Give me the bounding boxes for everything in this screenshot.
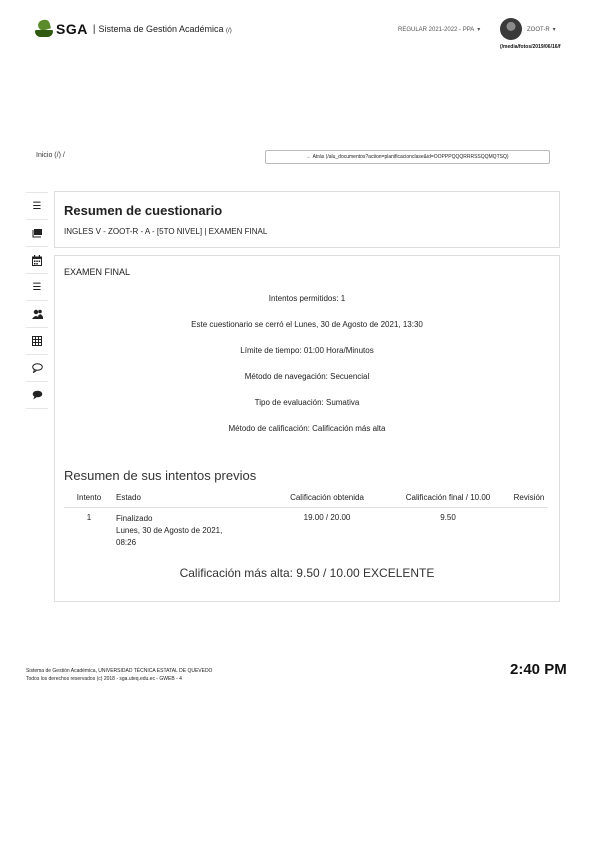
side-rail — [26, 192, 48, 409]
back-button[interactable]: ← Atrás (/alu_documentos?action=planificacionclase&id=OOPPPQQQRRRSSQQMQTSQ) — [265, 150, 550, 164]
list-icon[interactable]: ☰ — [26, 192, 48, 220]
brand-subtitle: Sistema de Gestión Académica (/) — [98, 24, 232, 34]
attempt-score: 19.00 / 20.00 — [303, 513, 351, 522]
attempt-status — [114, 508, 268, 555]
breadcrumb-home-link[interactable]: Inicio — [36, 152, 53, 159]
brand-name: SGA — [56, 21, 88, 37]
brand-separator: | — [92, 23, 96, 35]
breadcrumb — [36, 152, 65, 159]
info-evaluation-type: Tipo de evaluación: Sumativa — [254, 398, 360, 407]
user-menu[interactable] — [527, 26, 556, 33]
period-selector[interactable] — [398, 26, 480, 33]
highest-grade: Calificación más alta: 9.50 / 10.00 EXCELENTE — [179, 566, 435, 580]
attempts-table — [64, 490, 548, 554]
chevron-down-icon: ▾ — [552, 27, 556, 33]
sga-logo-icon — [34, 20, 54, 38]
footer — [26, 667, 212, 683]
attempt-status-label: Finalizado — [116, 514, 153, 523]
chevron-down-icon: ▾ — [477, 27, 481, 33]
column-header-final-score: Calificación final / 10.00 — [386, 490, 510, 508]
list-alt-icon[interactable]: ☰ — [26, 274, 48, 301]
course-subtitle: INGLES V - ZOOT-R - A - [5TO NIVEL] | EXAMEN FINAL — [64, 227, 268, 236]
footer-line-1: Sistema de Gestión Académica, UNIVERSIDAD TÉCNICA ESTATAL DE QUEVEDO — [26, 668, 213, 674]
user-name: ZOOT-R — [527, 26, 550, 33]
app-logo[interactable] — [34, 20, 232, 38]
exam-details-card — [54, 255, 560, 602]
column-header-review: Revisión — [510, 490, 548, 508]
info-grading-method: Método de calificación: Calificación más alta — [228, 424, 386, 433]
column-header-attempt: Intento — [64, 490, 114, 508]
period-label: REGULAR 2021-2022 - PPA — [398, 26, 475, 33]
attempt-review[interactable] — [510, 508, 548, 555]
comment-icon[interactable] — [26, 355, 48, 382]
quiz-summary-card — [54, 191, 560, 248]
avatar[interactable] — [500, 18, 522, 40]
breadcrumb-separator: / — [62, 152, 65, 159]
attempt-date: Lunes, 30 de Agosto de 2021, — [116, 526, 223, 535]
clock: 2:40 PM — [510, 661, 567, 678]
comment-filled-icon[interactable] — [26, 382, 48, 409]
previous-attempts-title: Resumen de sus intentos previos — [64, 468, 257, 483]
attempt-number: 1 — [86, 513, 92, 522]
users-icon[interactable] — [26, 301, 48, 328]
page-title: Resumen de cuestionario — [64, 203, 223, 218]
info-navigation-method: Método de navegación: Secuencial — [244, 372, 370, 381]
info-closed-date: Este cuestionario se cerró el Lunes, 30 de Agosto de 2021, 13:30 — [191, 320, 423, 329]
info-time-limit: Límite de tiempo: 01:00 Hora/Minutos — [240, 346, 374, 355]
calendar-icon[interactable] — [26, 247, 48, 274]
info-attempts-allowed: Intentos permitidos: 1 — [268, 294, 346, 303]
table-icon[interactable] — [26, 328, 48, 355]
column-header-score: Calificación obtenida — [268, 490, 386, 508]
table-row — [64, 508, 548, 555]
table-header-row — [64, 490, 548, 508]
avatar-image-link: (/media/fotos/2019/06/16/f — [500, 44, 561, 50]
exam-name: EXAMEN FINAL — [64, 267, 131, 277]
exam-info-list — [55, 294, 559, 450]
footer-line-2: Todos los derechos reservados (c) 2018 - sga.uteq.edu.ec - GWEB - 4 — [26, 676, 182, 682]
book-icon[interactable] — [26, 220, 48, 247]
attempt-final-score: 9.50 — [440, 513, 456, 522]
column-header-status: Estado — [114, 490, 268, 508]
breadcrumb-home-mark: (/) — [54, 152, 61, 159]
attempt-time: 08:26 — [116, 538, 137, 547]
